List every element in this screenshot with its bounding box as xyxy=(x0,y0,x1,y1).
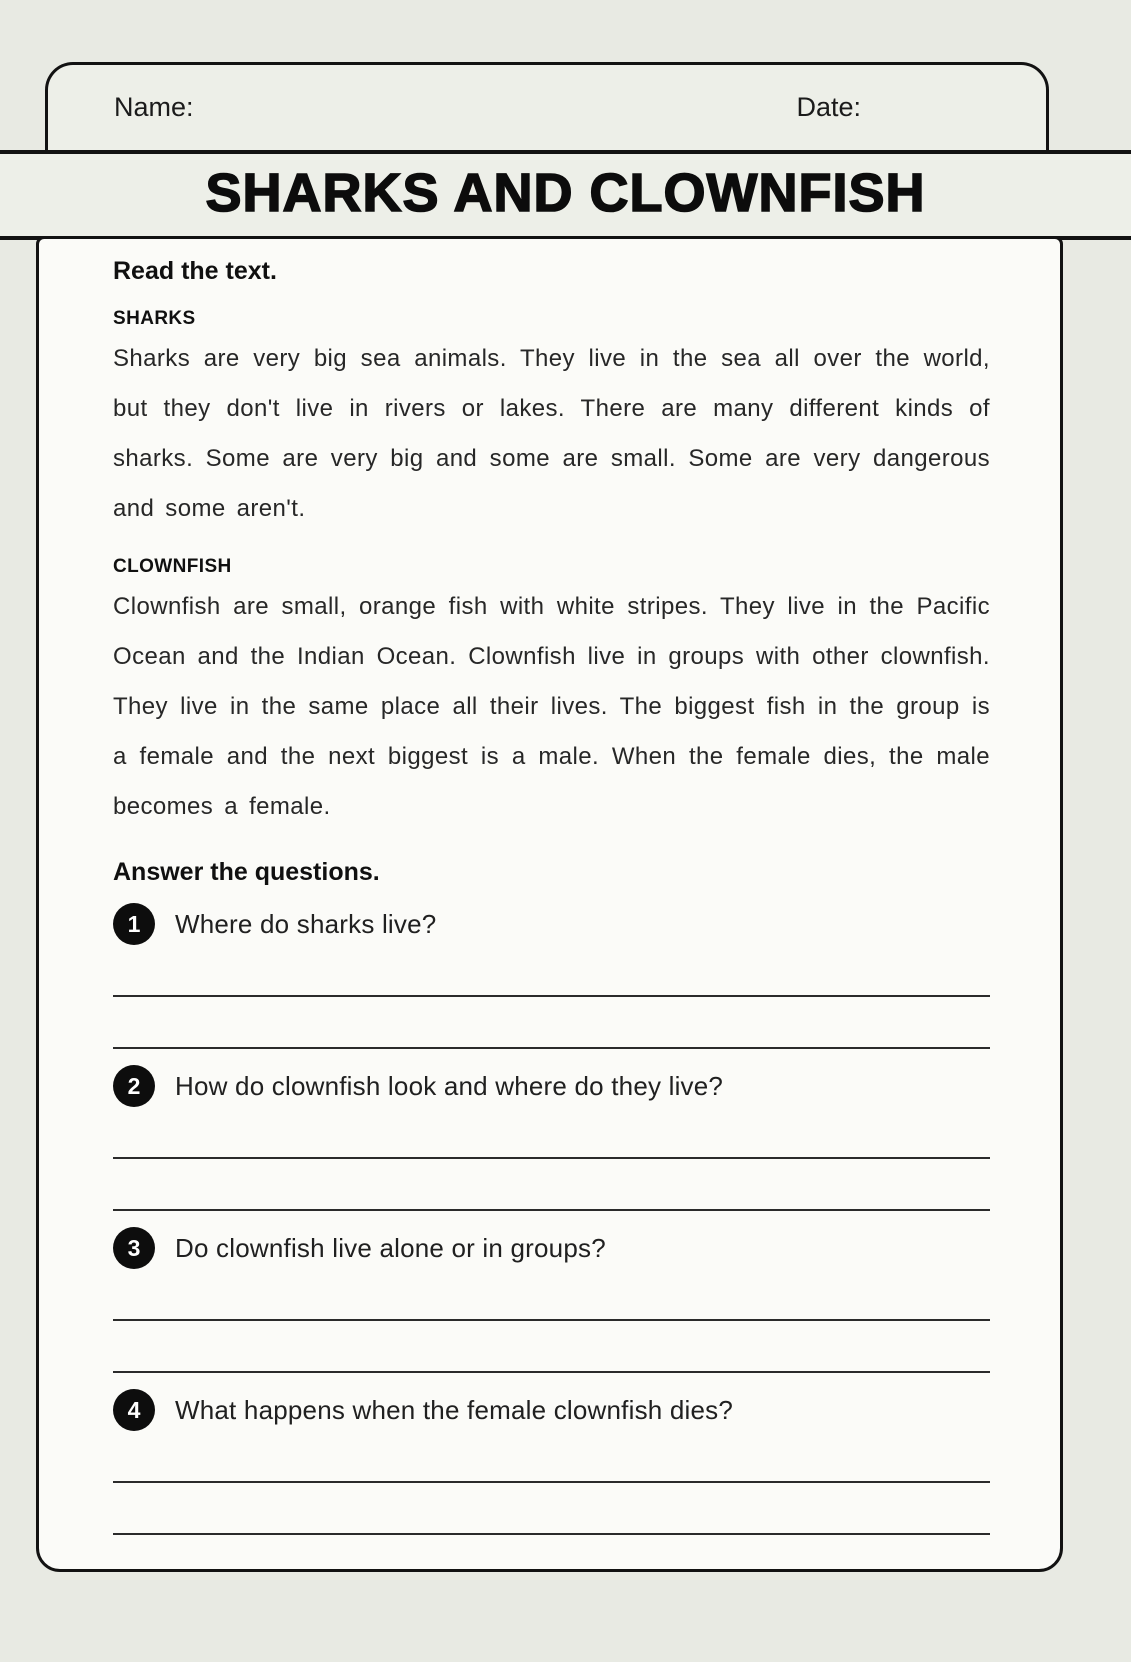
read-instruction: Read the text. xyxy=(113,257,277,285)
question-4-row xyxy=(113,1389,990,1431)
question-2-text: How do clownfish look and where do they live? xyxy=(175,1070,724,1101)
question-4-answer-line-2[interactable] xyxy=(113,1533,990,1535)
question-2 xyxy=(113,1065,990,1211)
section-heading-clownfish: CLOWNFISH xyxy=(113,556,232,577)
section-text-clownfish: Clownfish are small, orange fish with white stripes. They live in the Pacific Ocean and the Indian Ocean. Clownfish live in groups with other clownfish. They live in the same place all their lives. The biggest fish in the group is a female and the next biggest is a male. When the female dies, the male becomes a female. xyxy=(113,593,990,820)
name-label: Name: xyxy=(114,92,194,122)
question-2-row xyxy=(113,1065,990,1107)
question-4-text: What happens when the female clownfish dies? xyxy=(175,1394,734,1425)
section-text-sharks: Sharks are very big sea animals. They live in the sea all over the world, but they don't live in rivers or lakes. There are many different kinds of sharks. Some are very big and some are small. Some are very dangerous and some aren't. xyxy=(113,345,990,522)
question-1-row xyxy=(113,903,990,945)
content-sheet xyxy=(36,236,1063,1572)
question-1-text: Where do sharks live? xyxy=(175,908,437,939)
date-label: Date: xyxy=(796,92,861,122)
question-3-text: Do clownfish live alone or in groups? xyxy=(175,1232,606,1263)
question-2-answer-line-2[interactable] xyxy=(113,1209,990,1211)
question-1-answer-line-1[interactable] xyxy=(113,995,990,997)
question-4-answer-line-1[interactable] xyxy=(113,1481,990,1483)
question-2-answer-line-1[interactable] xyxy=(113,1157,990,1159)
question-1-answer-line-2[interactable] xyxy=(113,1047,990,1049)
title-band xyxy=(0,150,1131,240)
section-heading-sharks: SHARKS xyxy=(113,308,196,329)
question-3-answer-line-1[interactable] xyxy=(113,1319,990,1321)
question-2-number-badge: 2 xyxy=(113,1065,155,1107)
question-3 xyxy=(113,1227,990,1373)
answer-instruction: Answer the questions. xyxy=(113,858,380,886)
question-1 xyxy=(113,903,990,1049)
question-1-number-badge: 1 xyxy=(113,903,155,945)
worksheet-page xyxy=(0,62,1131,1662)
question-3-number-badge: 3 xyxy=(113,1227,155,1269)
question-3-answer-line-2[interactable] xyxy=(113,1371,990,1373)
question-4 xyxy=(113,1389,990,1535)
question-3-row xyxy=(113,1227,990,1269)
question-4-number-badge: 4 xyxy=(113,1389,155,1431)
page-title: SHARKS AND CLOWNFISH xyxy=(205,163,926,223)
name-date-box xyxy=(45,62,1049,150)
